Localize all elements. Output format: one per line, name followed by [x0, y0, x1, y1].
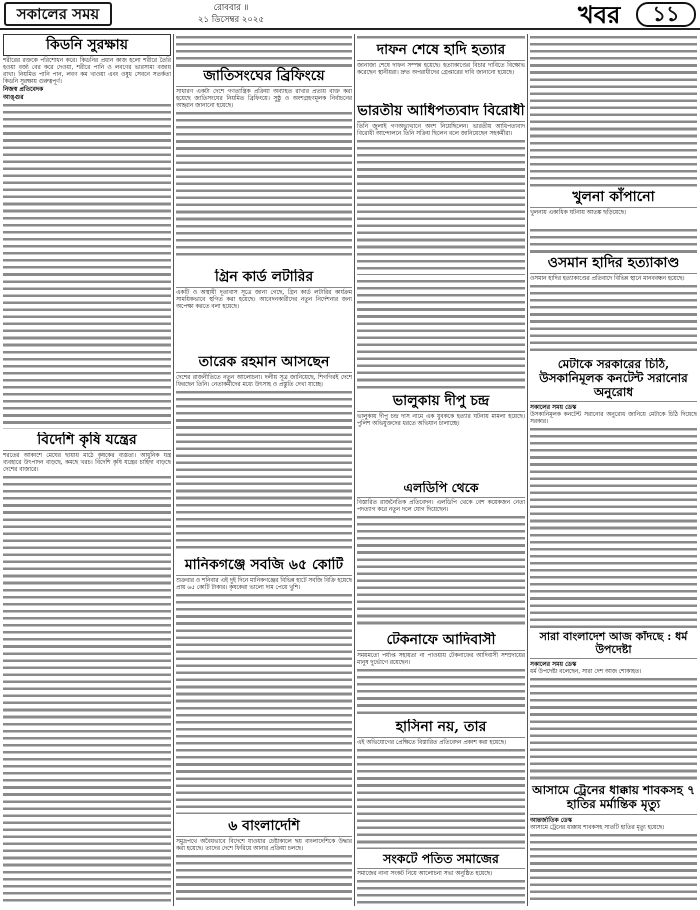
headline: মানিকগঞ্জে সবজি ৬৫ কোটি [176, 557, 352, 576]
article-ldp [357, 481, 525, 629]
headline: দাফন শেষে হাদি হত্যার [357, 42, 525, 61]
headline: খুলনা কাঁপানো [530, 189, 697, 208]
article-lead: সাধারণ একটা দেশে গণতান্ত্রিক প্রক্রিয়া অব্যাহত রাখার প্রত্যয় ব্যক্ত করা হয়েছে জাতিসংঘের নিয়মিত ব্রিফিংয়ে। সুষ্ঠু ও অংশগ্রহণমূলক নির্বাচনের আহ্বান জানানো হয়েছে। [176, 89, 352, 110]
headline: জাতিসংঘের ব্রিফিংয়ে [176, 68, 352, 87]
headline: গ্রিন কার্ড লটারির [176, 269, 352, 288]
article-lead: শুক্রবার ও শনিবার এই দুই দিনে মানিকগঞ্জের বিভিন্ন হাটে সবজি বিক্রি হয়েছে প্রায় ৬৫ কোটি টাকার। কৃষকেরা ভালো দাম পেয়ে খুশি। [176, 578, 352, 592]
article-body-text [3, 102, 171, 429]
byline: সকালের সময় ডেস্ক [530, 661, 577, 669]
headline: ভারতীয় আধিপত্যবাদ বিরোধী [357, 103, 525, 122]
article-dipu [357, 278, 525, 478]
article-teknaf [357, 632, 525, 716]
page-number: ১১ [636, 2, 696, 27]
article-sara-bangladesh [530, 631, 697, 781]
article-lead: বিস্তারিত রাজনৈতিক প্রতিবেদন। এলডিপি থেকে বেশ কয়েকজন নেতা পদত্যাগ করে নতুন দলে যোগ দিয়েছেন। [357, 500, 525, 514]
headline: ওসমান হাদির হত্যাকাণ্ড [530, 255, 697, 274]
headline: হাসিনা নয়, তার [357, 719, 525, 738]
headline: সংকটে পতিত সমাজের [357, 852, 525, 869]
article-body-text [176, 592, 352, 814]
headline: তারেক রহমান আসছেন [176, 354, 352, 373]
article-body-text [357, 747, 525, 849]
article-lead: শরীরের রক্তকে পরিশোধন করে। কিডনির প্রধান কাজ হলো শরীরে তৈরি হওয়া বর্জ্য বের করে দেওয়া, শরীরে পানি ও লবণের ভারসাম্য বজায় রাখা। নিয়মিত পানি পান, লবণ কম খাওয়া এবং ওষুধ সেবনে সতর্কতা কিডনি সুরক্ষায় গুরুত্বপূর্ণ। [3, 58, 171, 86]
article-lead: সমুদ্রপথে অবৈধভাবে বিদেশে যাওয়ার চেষ্টাকালে ছয় বাংলাদেশিকে উদ্ধার করা হয়েছে। তাদের দেশে ফিরিয়ে আনার প্রক্রিয়া চলছে। [176, 839, 352, 853]
headline: মেটাকে সরকারের চিঠি, উসকানিমূলক কনটেন্ট সরানোর অনুরোধ [530, 358, 697, 402]
article-body-text [530, 283, 697, 355]
headline: সারা বাংলাদেশ আজ কাঁদছে : ধর্ম উপদেষ্টা [530, 631, 697, 659]
article-body-text [530, 34, 697, 189]
headline: ভালুকায় দীপু চন্দ্র [357, 393, 525, 412]
article-body-text [530, 227, 697, 255]
column-1 [3, 34, 171, 906]
masthead [0, 0, 700, 30]
article-lead: এই অভিযোগের প্রেক্ষিতে বিস্তারিত প্রতিবেদন প্রকাশ করা হয়েছে। [357, 740, 507, 747]
article-tarek [176, 354, 352, 554]
article-lead: ধর্ম উপদেষ্টা বলেছেন, সারা দেশ আজ শোকাহত। [530, 669, 642, 676]
article-lead: তিনি জুলাই গণঅভ্যুত্থানে অংশ নিয়েছিলেন। ভারতীয় আধিপত্যবাদ বিরোধী আন্দোলনে তিনি সক্রিয় ছিলেন বলে জানিয়েছেন সহকর্মীরা। [357, 124, 525, 138]
column-rule [173, 34, 174, 906]
article-body-text [176, 389, 352, 549]
subheading: আঙ্গুর [3, 94, 24, 102]
article-manikganj [176, 557, 352, 815]
article-lead: শরতের আকাশে মেঘের ছায়ায় মাঠে কৃষকের ব্যস্ততা। আধুনিক যন্ত্র ব্যবহারে উৎপাদন বাড়ছে, কমছে খরচ। বিদেশি কৃষি যন্ত্রের চাহিদা বাড়ছে দেশের বাজারে। [3, 453, 171, 474]
article-assam [530, 784, 697, 906]
date-label: ২১ ডিসেম্বর ২০২৫ [198, 15, 264, 25]
article-meta [530, 358, 697, 628]
article-lead: আসামে ট্রেনের ধাক্কায় শাবকসহ সাতটি হাতির মৃত্যু হয়েছে। [530, 824, 665, 831]
article-body-text [357, 34, 525, 42]
article-khulna [530, 34, 697, 224]
column-2 [176, 34, 352, 906]
day-label: রোববার ॥ [213, 3, 249, 13]
article-body-text [530, 832, 697, 902]
article-hadi-dafon [357, 34, 525, 100]
article-lead: জানাজা শেষে দাফন সম্পন্ন হয়েছে। হত্যাকাণ্ডের বিচার দাবিতে বিক্ষোভ করেছেন স্থানীয়রা। দ্রুত অপরাধীদের গ্রেপ্তারের দাবি জানানো হয়েছে। [357, 63, 525, 77]
article-body-text [3, 474, 171, 904]
column-rule [527, 34, 528, 906]
article-lead: একটি ও অস্থায়ী দূতাবাস সূত্রে জানা গেছে, গ্রিন কার্ড লটারির কার্যক্রম সাময়িকভাবে স্থগিত করা হয়েছে। আবেদনকারীদের নতুন নির্দেশনার জন্য অপেক্ষা করতে বলা হয়েছে। [176, 290, 352, 311]
article-body-text [176, 110, 352, 260]
article-body-text [357, 667, 525, 716]
newspaper-logo: সকালের সময় [4, 2, 112, 26]
article-body-text [530, 426, 697, 628]
headline: বিদেশি কৃষি যন্ত্রের [3, 432, 171, 451]
article-lead: সমাজের নানা সংকট নিয়ে আলোচনা সভা অনুষ্ঠিত হয়েছে। [357, 871, 493, 878]
article-body-text [357, 514, 525, 629]
headline: টেকনাফে আদিবাসী [357, 632, 525, 651]
article-bharot [357, 103, 525, 275]
article-bangladeshi [176, 818, 352, 906]
article-body-text [357, 878, 525, 906]
article-body-text [357, 278, 525, 393]
headline: আসামে ট্রেনের ধাক্কায় শাবকসহ ৭ হাতির মর্মান্তিক মৃত্যু [530, 784, 697, 815]
article-lead: ভালুকায় দীপু চন্দ্র দাস নামে এক যুবককে হত্যার ঘটনায় মামলা হয়েছে। পুলিশ অভিযুক্তদের ধরতে অভিযান চালাচ্ছে। [357, 414, 525, 428]
article-lead: দেশের রাজনীতিতে নতুন আলোচনা। দলীয় সূত্র জানিয়েছে, শিগগিরই দেশে ফিরছেন তিনি। নেতাকর্মীদের মধ্যে উৎসাহ ও প্রস্তুতি দেখা যাচ্ছে। [176, 375, 352, 389]
headline: কিডনি সুরক্ষায় [3, 34, 171, 56]
article-body-text [176, 34, 352, 68]
article-body-text [530, 676, 697, 781]
article-osman [530, 227, 697, 355]
article-lead: সময়মতো পর্যাপ্ত সহায়তা না পাওয়ায় টেকনাফের আদিবাসী সম্প্রদায়ের মানুষ দুর্ভোগে রয়েছেন। [357, 653, 525, 667]
byline: আন্তর্জাতিক ডেস্ক [530, 816, 572, 824]
byline: নিজস্ব প্রতিবেদক [3, 86, 44, 94]
section-title: খবর [578, 0, 621, 29]
article-lead: খুলনায় একাধিক ঘটনায় আতঙ্ক ছড়িয়েছে। [530, 210, 627, 217]
column-rule [354, 34, 355, 906]
headline: ৬ বাংলাদেশি [176, 818, 352, 837]
article-krishi [3, 432, 171, 906]
article-green-card [176, 269, 352, 351]
article-kidney [3, 34, 171, 429]
article-jatisongho [176, 34, 352, 266]
article-songkot [357, 852, 525, 906]
article-lead: উসকানিমূলক কনটেন্ট সরানোর অনুরোধ জানিয়ে মেটাকে চিঠি দিয়েছে সরকার। [530, 412, 697, 426]
column-4 [530, 34, 697, 906]
byline: সকালের সময় ডেস্ক [530, 404, 577, 412]
date-block [196, 2, 266, 26]
column-3 [357, 34, 525, 906]
article-lead: ওসমান হাদির হত্যাকাণ্ডের প্রতিবাদে বিভিন্ন স্থানে মানববন্ধন হয়েছে। [530, 276, 685, 283]
headline: এলডিপি থেকে [357, 481, 525, 498]
article-body-text [176, 853, 352, 903]
article-hasina [357, 719, 525, 849]
article-body-text [357, 138, 525, 275]
